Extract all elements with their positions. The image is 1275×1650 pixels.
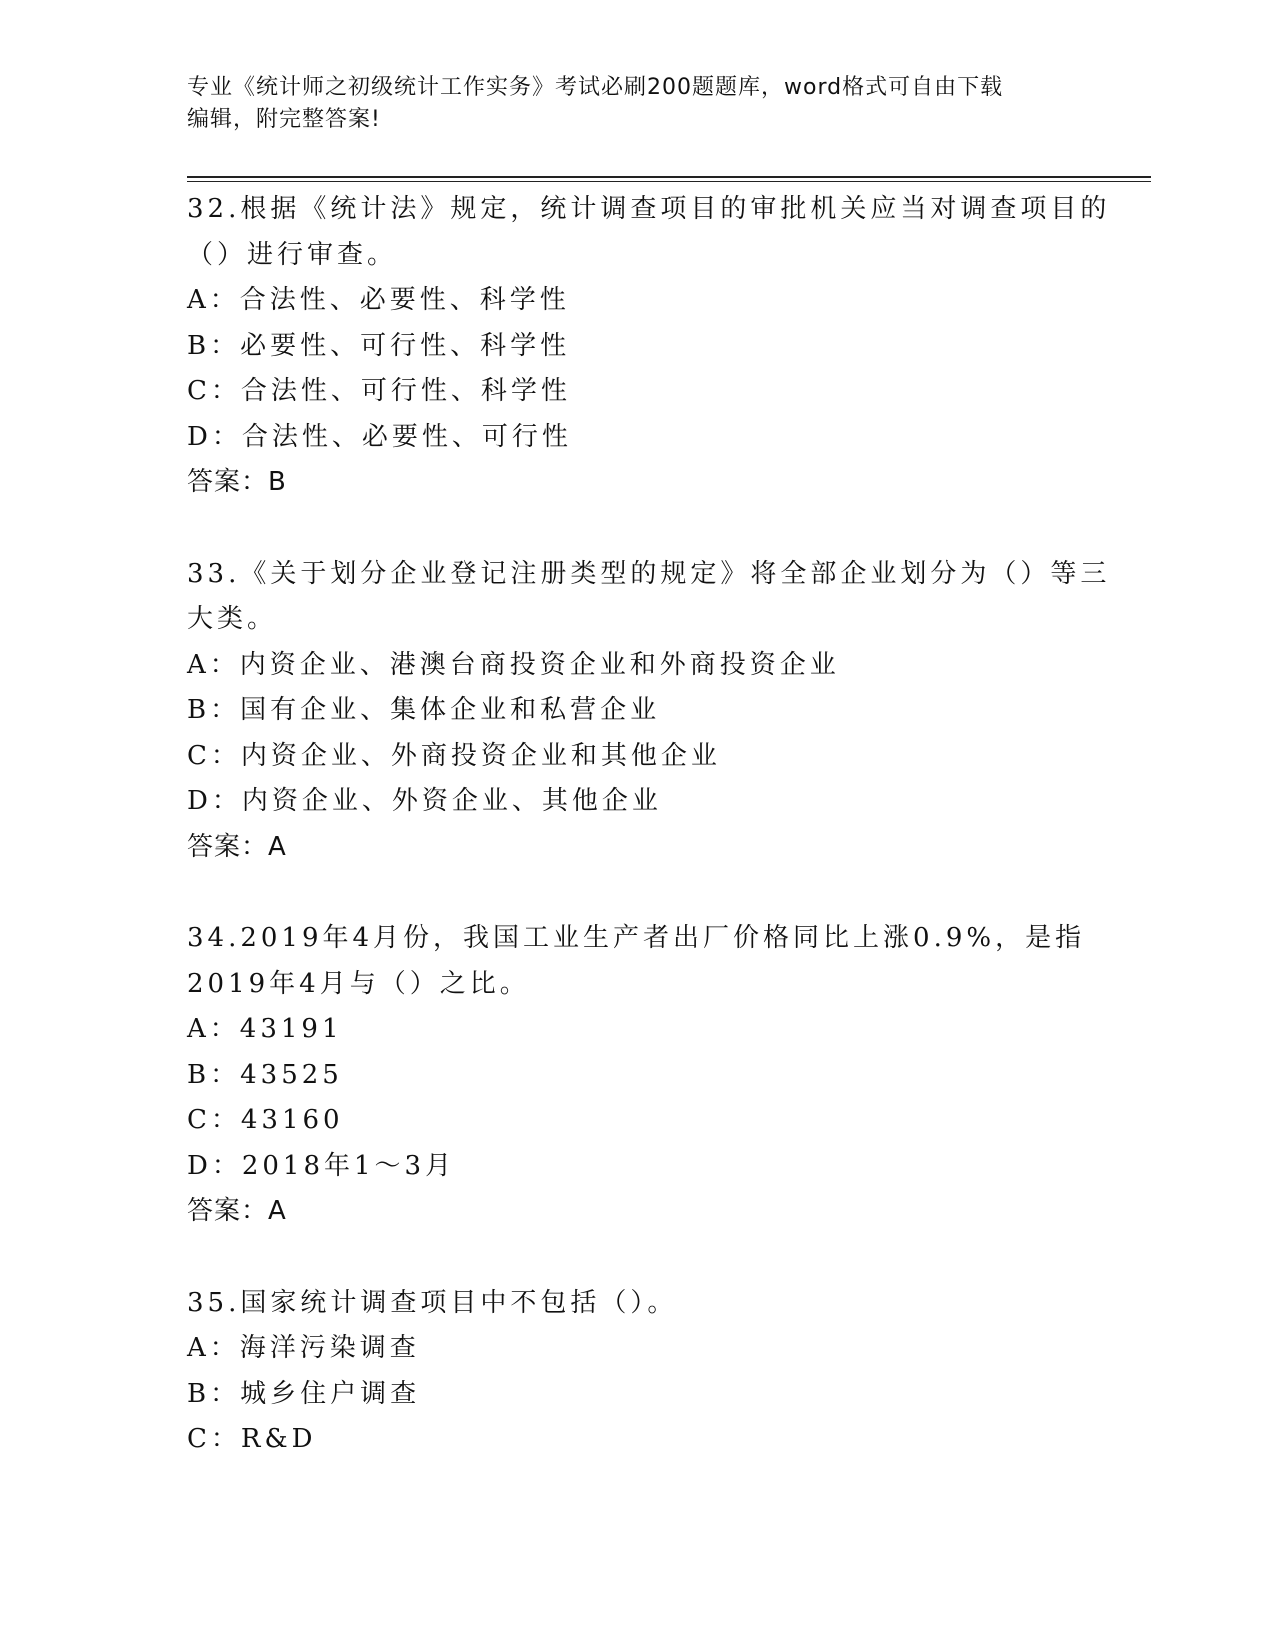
answer-line: 答案：B xyxy=(187,467,287,497)
question-stem-line: 大类。 xyxy=(187,604,278,634)
answer-line: 答案：A xyxy=(187,1196,287,1226)
question-stem-line: 34.2019年4月份，我国工业生产者出厂价格同比上涨0.9%，是指 xyxy=(187,923,1086,953)
header-divider-thin xyxy=(187,181,1151,182)
question-stem-line: 2019年4月与（）之比。 xyxy=(187,968,530,999)
question-stem-line: （）进行审查。 xyxy=(187,239,398,270)
header-divider-thick xyxy=(187,176,1151,178)
option-a: A：海洋污染调查 xyxy=(187,1333,420,1363)
question-stem-line: 32.根据《统计法》规定，统计调查项目的审批机关应当对调查项目的 xyxy=(187,194,1111,224)
option-a: A：合法性、必要性、科学性 xyxy=(187,285,570,315)
header-line-2: 编辑，附完整答案! xyxy=(187,107,381,132)
option-c: C：43160 xyxy=(187,1105,344,1135)
answer-line: 答案：A xyxy=(187,831,287,862)
option-d: D：合法性、必要性、可行性 xyxy=(187,421,572,452)
option-d: D：内资企业、外资企业、其他企业 xyxy=(187,786,662,816)
option-b: B：国有企业、集体企业和私营企业 xyxy=(187,695,661,725)
option-d: D：2018年1～3月 xyxy=(187,1150,456,1181)
option-c: C：合法性、可行性、科学性 xyxy=(187,376,571,406)
question-stem-line: 35.国家统计调查项目中不包括（）。 xyxy=(187,1287,678,1318)
option-c: C：R&D xyxy=(187,1424,317,1454)
question-35 xyxy=(187,1281,1087,1463)
option-b: B：城乡住户调查 xyxy=(187,1378,421,1409)
question-34 xyxy=(187,916,1087,1235)
question-32 xyxy=(187,187,1111,506)
option-c: C：内资企业、外商投资企业和其他企业 xyxy=(187,740,721,771)
question-stem-line: 33.《关于划分企业登记注册类型的规定》将全部企业划分为（）等三 xyxy=(187,558,1111,589)
document-header xyxy=(187,72,1087,136)
option-a: A：内资企业、港澳台商投资企业和外商投资企业 xyxy=(187,649,840,680)
question-list xyxy=(187,187,1111,1509)
question-33 xyxy=(187,552,1111,871)
option-b: B：43525 xyxy=(187,1059,343,1090)
option-a: A：43191 xyxy=(187,1014,343,1044)
header-line-1: 专业《统计师之初级统计工作实务》考试必刷200题题库，word格式可自由下载 xyxy=(187,75,1004,100)
option-b: B：必要性、可行性、科学性 xyxy=(187,330,571,361)
